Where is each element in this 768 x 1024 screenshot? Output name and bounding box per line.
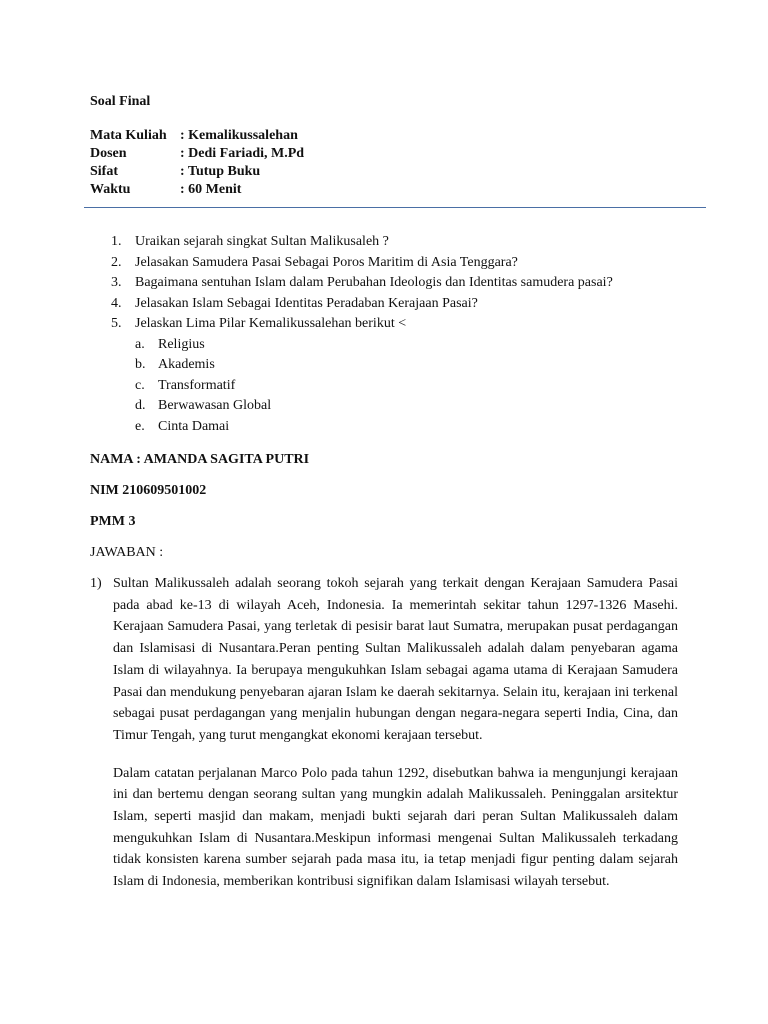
document-title: Soal Final	[90, 94, 151, 109]
meta-value: : 60 Menit	[180, 182, 242, 197]
meta-label: Dosen	[90, 146, 127, 161]
meta-value: : Kemalikussalehan	[180, 128, 298, 143]
pillar-item	[111, 417, 613, 438]
pillar-letter: c.	[135, 377, 145, 393]
meta-label: Waktu	[90, 182, 131, 197]
pillar-text: Cinta Damai	[158, 418, 230, 434]
question-list	[111, 232, 613, 437]
pillar-letter: b.	[135, 357, 146, 372]
question-item	[111, 273, 613, 294]
meta-row-time	[90, 181, 304, 199]
meta-row-lecturer	[90, 145, 304, 163]
student-name: NAMA : AMANDA SAGITA PUTRI	[90, 452, 310, 467]
answer-heading: JAWABAN :	[90, 545, 164, 560]
question-number: 4.	[111, 295, 122, 311]
question-number: 1.	[111, 234, 122, 249]
question-number: 3.	[111, 275, 122, 290]
pillar-item	[111, 335, 613, 356]
meta-label: Mata Kuliah	[90, 128, 167, 143]
pillar-text: Religius	[158, 336, 205, 352]
question-text: Jelasakan Islam Sebagai Identitas Peradaban Kerajaan Pasai?	[135, 295, 478, 311]
pillar-text: Transformatif	[158, 377, 236, 393]
question-item	[111, 253, 613, 274]
question-item	[111, 314, 613, 335]
meta-row-type	[90, 163, 304, 181]
question-number: 2.	[111, 254, 122, 270]
answer-paragraph: Sultan Malikussaleh adalah seorang tokoh sejarah yang terkait dengan Kerajaan Samudera Pasai pada abad ke-13 di wilayah Aceh, Indonesia. Ia memerintah sekitar tahun 1297-1326 Masehi. Kerajaan Samudera Pasai, yang terletak di pesisir barat laut Sumatra, merupakan pusat perdagangan dan Islamisasi di Nusantara.Peran penting Sultan Malikussaleh adalah dalam penyebaran agama Islam di wilayahnya. Ia berupaya mengukuhkan Islam sebagai agama utama di Kerajaan Samudera Pasai dan mendukung penyebaran ajaran Islam ke daerah sekitarnya. Selain itu, kerajaan ini terkenal sebagai pusat perdagangan yang menjalin hubungan dengan negara-negara seperti India, Cina, dan Timur Tengah, yang turut mengangkat ekonomi kerajaan tersebut.	[113, 576, 678, 743]
pillar-text: Akademis	[158, 357, 215, 372]
pillar-item	[111, 396, 613, 417]
question-text: Jelasakan Samudera Pasai Sebagai Poros Maritim di Asia Tenggara?	[135, 254, 518, 270]
answer-body	[113, 573, 678, 893]
exam-meta	[90, 127, 304, 199]
meta-value: : Tutup Buku	[180, 164, 261, 179]
pillar-item	[111, 355, 613, 376]
header-divider	[84, 207, 706, 208]
meta-row-course	[90, 127, 304, 145]
pillar-letter: e.	[135, 418, 145, 434]
question-item	[111, 232, 613, 253]
meta-label: Sifat	[90, 164, 118, 179]
answer-section	[90, 573, 678, 893]
student-nim: NIM 210609501002	[90, 483, 207, 498]
student-class: PMM 3	[90, 514, 136, 529]
meta-value: : Dedi Fariadi, M.Pd	[180, 146, 305, 161]
pillar-letter: a.	[135, 336, 145, 352]
question-number: 5.	[111, 316, 122, 331]
question-text: Uraikan sejarah singkat Sultan Malikusaleh ?	[135, 234, 389, 249]
question-text: Jelaskan Lima Pilar Kemalikussalehan berikut <	[135, 316, 407, 331]
answer-number: 1)	[90, 576, 102, 591]
question-item	[111, 294, 613, 315]
answer-item	[90, 573, 678, 893]
answer-paragraph: Dalam catatan perjalanan Marco Polo pada tahun 1292, disebutkan bahwa ia mengunjungi kerajaan ini dan bertemu dengan seorang sultan yang mungkin adalah Malikussaleh. Peninggalan arsitektur Islam, seperti masjid dan makam, menjadi bukti sejarah dari peran Sultan Malikussaleh dalam mengukuhkan Islam di Nusantara.Meskipun informasi mengenai Sultan Malikussaleh terkadang tidak konsisten karena sumber sejarah pada masa itu, ia tetap menjadi figur penting dalam sejarah Islam di Indonesia, memberikan kontribusi signifikan dalam Islamisasi wilayah tersebut.	[113, 765, 678, 890]
pillar-item	[111, 376, 613, 397]
pillar-letter: d.	[135, 398, 146, 413]
pillar-text: Berwawasan Global	[158, 398, 272, 413]
question-text: Bagaimana sentuhan Islam dalam Perubahan Ideologis dan Identitas samudera pasai?	[135, 275, 613, 290]
